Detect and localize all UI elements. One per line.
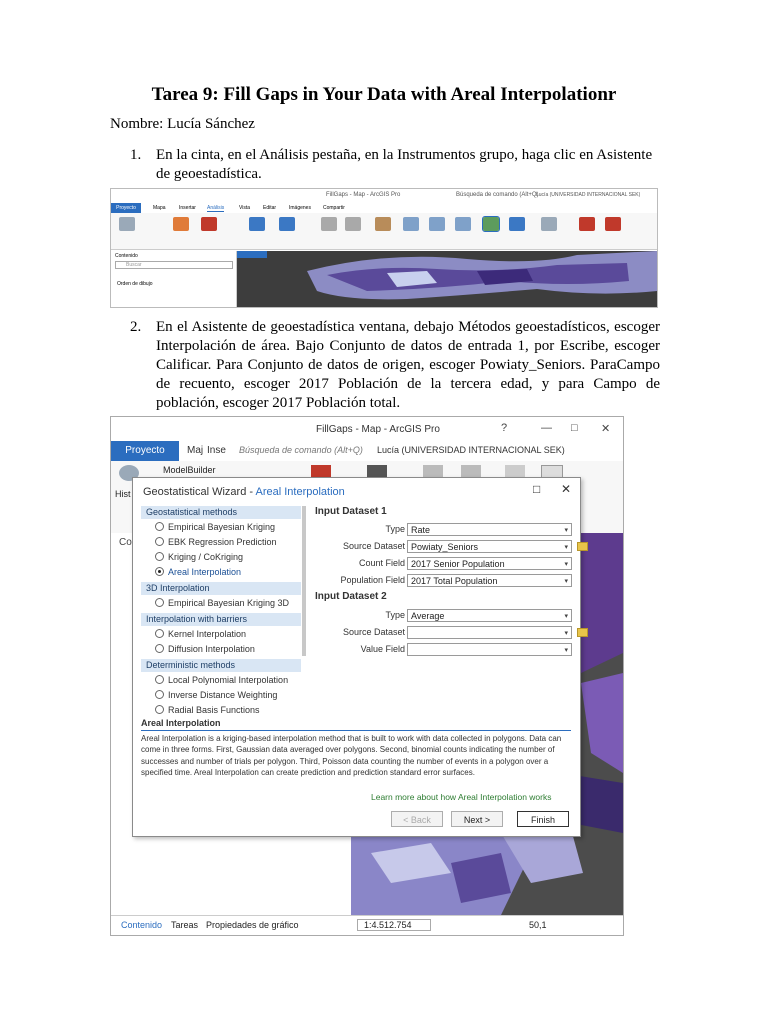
tab-analysis[interactable]: Análisis	[207, 205, 225, 211]
method-idw[interactable]	[155, 690, 277, 700]
type-value: Rate	[411, 525, 431, 535]
count-field-value: 2017 Senior Population	[411, 559, 505, 569]
method-label: Empirical Bayesian Kriging 3D	[168, 598, 290, 608]
method-description	[141, 718, 571, 798]
ribbon	[111, 213, 657, 250]
method-label: Kernel Interpolation	[168, 629, 247, 639]
help-icon[interactable]: ?	[501, 422, 508, 434]
summarize-icon[interactable]	[249, 217, 265, 231]
tab-chart-properties[interactable]: Propiedades de gráfico	[206, 920, 299, 930]
draw-order-label: Orden de dibujo	[117, 281, 153, 287]
section-barriers: Interpolation with barriers	[141, 613, 301, 626]
dialog-title: Geostatistical Wizard - Areal Interpolation	[143, 486, 345, 498]
find-icon[interactable]	[279, 217, 295, 231]
radio-icon[interactable]	[155, 552, 164, 561]
step-number: 2.	[130, 319, 142, 335]
source-dataset-value: Powiaty_Seniors	[411, 542, 479, 552]
tab-contents[interactable]: Contenido	[121, 920, 163, 930]
student-name: Nombre: Lucía Sánchez	[110, 116, 255, 132]
contents-pane	[111, 251, 237, 307]
maximize-icon[interactable]: □	[533, 482, 541, 496]
project-tab[interactable]: Proyecto	[111, 441, 179, 461]
chevron-down-icon[interactable]: ▾	[564, 561, 568, 568]
geostatistical-wizard-icon[interactable]	[483, 217, 499, 231]
step-2	[130, 318, 660, 414]
type2-select[interactable]	[407, 609, 572, 622]
step-1	[130, 146, 660, 186]
business-analyst-icon[interactable]	[509, 217, 525, 231]
tab-view[interactable]: Vista	[239, 205, 251, 211]
type-select[interactable]	[407, 523, 572, 536]
count-field-select[interactable]	[407, 557, 572, 570]
method-label: Inverse Distance Weighting	[168, 690, 278, 700]
population-field-label: Population Field	[340, 575, 405, 585]
step-text: En el Asistente de geoestadística ventana, debajo Métodos geoestadísticos, escoger Interpolación de área. Bajo Conjunto de datos de entrada 1, por Escribe, escoger Calificar. Para Conjunto de datos de origen, escoger Powiaty_Seniors. ParaCampo de recuento, escoger 2017 Población de la tercera edad, y para Campo de población, escoger 2017 Población total.	[156, 319, 660, 411]
arcgis-ribbon-screenshot	[110, 188, 658, 308]
folder-icon[interactable]	[577, 542, 588, 551]
contents-title: Co	[119, 537, 132, 548]
tab-share[interactable]: Compartir	[323, 205, 345, 211]
modelbuilder-button[interactable]: ModelBuilder	[163, 465, 216, 475]
document-title: Tarea 9: Fill Gaps in Your Data with Areal Interpolationr	[151, 84, 617, 105]
method-rbf[interactable]	[155, 705, 260, 715]
method-label: Diffusion Interpolation	[168, 644, 255, 654]
radio-icon[interactable]	[155, 629, 164, 638]
title-bar	[111, 417, 623, 441]
chevron-down-icon[interactable]: ▾	[564, 527, 568, 534]
arcgis-wizard-screenshot	[110, 416, 624, 936]
method-label: EBK Regression Prediction	[168, 537, 277, 547]
tab-map[interactable]: Maj	[187, 445, 204, 456]
title-bar	[111, 189, 657, 203]
raster-functions-icon[interactable]	[579, 217, 595, 231]
folder-icon[interactable]	[577, 628, 588, 637]
value-field-label: Value Field	[360, 644, 405, 654]
raster-icon[interactable]	[321, 217, 337, 231]
type2-value: Average	[411, 611, 445, 621]
command-search[interactable]: Búsqueda de comando (Alt+Q)	[239, 445, 363, 455]
app-title: FillGaps - Map - ArcGIS Pro	[326, 192, 401, 198]
chevron-down-icon[interactable]: ▾	[564, 544, 568, 551]
next-button[interactable]: Next >	[451, 811, 503, 827]
method-label: Areal Interpolation	[168, 567, 242, 577]
command-search[interactable]: Búsqueda de comando (Alt+Q)	[456, 192, 539, 198]
finish-button[interactable]: Finish	[517, 811, 569, 827]
exploratory-icon[interactable]	[429, 217, 445, 231]
map-tab[interactable]	[237, 251, 267, 258]
tools-icon[interactable]	[173, 217, 189, 231]
tab-tasks[interactable]: Tareas	[171, 920, 199, 930]
zoom-readout: 50,1	[529, 920, 547, 930]
dialog-title-main: Geostatistical Wizard	[143, 486, 247, 498]
toolbox-icon[interactable]	[201, 217, 217, 231]
method-label: Radial Basis Functions	[168, 705, 260, 715]
back-button[interactable]: < Back	[391, 811, 443, 827]
learn-more-link[interactable]: Learn more about how Areal Interpolation works	[371, 792, 552, 802]
methods-scrollbar[interactable]	[302, 506, 306, 656]
user-name[interactable]: Lucía (UNIVERSIDAD INTERNACIONAL SEK)	[536, 192, 641, 198]
visibility-icon[interactable]	[403, 217, 419, 231]
source-dataset2-label: Source Dataset	[342, 627, 405, 637]
section-3d: 3D Interpolation	[141, 582, 301, 595]
radio-icon[interactable]	[155, 522, 164, 531]
user-name[interactable]: Lucía (UNIVERSIDAD INTERNACIONAL SEK)	[377, 445, 565, 455]
contents-search[interactable]: Buscar	[115, 261, 233, 269]
value-field-select[interactable]	[407, 643, 572, 656]
radio-icon[interactable]	[155, 690, 164, 699]
step-number: 1.	[130, 147, 142, 163]
radio-icon[interactable]	[155, 705, 164, 714]
project-tab[interactable]: Proyecto	[111, 203, 141, 213]
source-dataset-select[interactable]	[407, 540, 572, 553]
dataset1-header: Input Dataset 1	[315, 506, 387, 517]
methods-list	[141, 506, 306, 718]
method-local-polynomial[interactable]	[155, 675, 288, 685]
status-bar	[111, 915, 623, 936]
radio-selected-icon[interactable]	[155, 567, 164, 576]
chevron-down-icon[interactable]: ▾	[564, 578, 568, 585]
radio-icon[interactable]	[155, 537, 164, 546]
chevron-down-icon[interactable]: ▾	[564, 613, 568, 620]
close-icon[interactable]: ✕	[561, 482, 572, 496]
tab-insert[interactable]: Insertar	[179, 205, 196, 211]
function-editor-icon[interactable]	[605, 217, 621, 231]
population-field-select[interactable]	[407, 574, 572, 587]
method-label: Kriging / CoKriging	[168, 552, 244, 562]
source-dataset2-select[interactable]	[407, 626, 572, 639]
history-icon[interactable]	[119, 217, 135, 231]
method-ebk[interactable]	[155, 522, 275, 532]
step-text: En la cinta, en el Análisis pestaña, en la Instrumentos grupo, haga clic en Asistente de geoestadística.	[156, 147, 653, 182]
tab-insert[interactable]: Inse	[207, 445, 226, 456]
maximize-icon[interactable]: □	[571, 422, 578, 434]
dialog-subtitle: Areal Interpolation	[255, 486, 345, 498]
minimize-icon[interactable]: —	[541, 422, 552, 434]
type2-label: Type	[385, 610, 405, 620]
app-title: FillGaps - Map - ArcGIS Pro	[316, 424, 440, 435]
raster2-icon[interactable]	[345, 217, 361, 231]
description-title: Areal Interpolation	[141, 718, 221, 728]
radio-icon[interactable]	[155, 675, 164, 684]
modeling-icon[interactable]	[375, 217, 391, 231]
map-view[interactable]	[237, 251, 657, 307]
description-text: Areal Interpolation is a kriging-based interpolation method that is built to work with data collected in polygons. Data can come in three forms. First, Gaussian data averaged over polygons. Second, binomial counts indicating the number of successes and number of trials per polygon. Third, Poisson data counting the number of events in a polygon over a specified time. Areal Interpolation can create prediction and prediction standard error surfaces.	[141, 734, 562, 778]
type-label: Type	[385, 524, 405, 534]
radio-icon[interactable]	[155, 644, 164, 653]
method-areal-interpolation[interactable]	[155, 567, 241, 577]
method-label: Empirical Bayesian Kriging	[168, 522, 276, 532]
source-dataset-label: Source Dataset	[342, 541, 405, 551]
method-ebk-regression[interactable]	[155, 537, 277, 547]
chevron-down-icon[interactable]: ▾	[564, 630, 568, 637]
method-ebk-3d[interactable]	[155, 598, 289, 608]
population-field-value: 2017 Total Population	[411, 576, 498, 586]
method-label: Local Polynomial Interpolation	[168, 675, 289, 685]
geostatistical-wizard-dialog	[132, 477, 581, 837]
tab-map[interactable]: Mapa	[153, 205, 166, 211]
contents-title: Contenido	[115, 253, 138, 259]
input-form	[311, 506, 573, 706]
history-label: Hist	[115, 489, 131, 499]
tab-imagery[interactable]: Imágenes	[289, 205, 311, 211]
method-kernel[interactable]	[155, 629, 246, 639]
dataset2-header: Input Dataset 2	[315, 591, 387, 602]
method-diffusion[interactable]	[155, 644, 255, 654]
count-field-label: Count Field	[358, 558, 405, 568]
tab-edit[interactable]: Editar	[263, 205, 277, 211]
section-geostatistical: Geostatistical methods	[141, 506, 301, 519]
network-icon[interactable]	[455, 217, 471, 231]
scale-select[interactable]: 1:4.512.754	[357, 919, 431, 931]
data-interop-icon[interactable]	[541, 217, 557, 231]
map-polygons	[237, 251, 657, 307]
section-deterministic: Deterministic methods	[141, 659, 301, 672]
method-kriging[interactable]	[155, 552, 243, 562]
divider	[141, 730, 571, 731]
radio-icon[interactable]	[155, 598, 164, 607]
chevron-down-icon[interactable]: ▾	[564, 647, 568, 654]
close-icon[interactable]: ✕	[601, 423, 611, 435]
